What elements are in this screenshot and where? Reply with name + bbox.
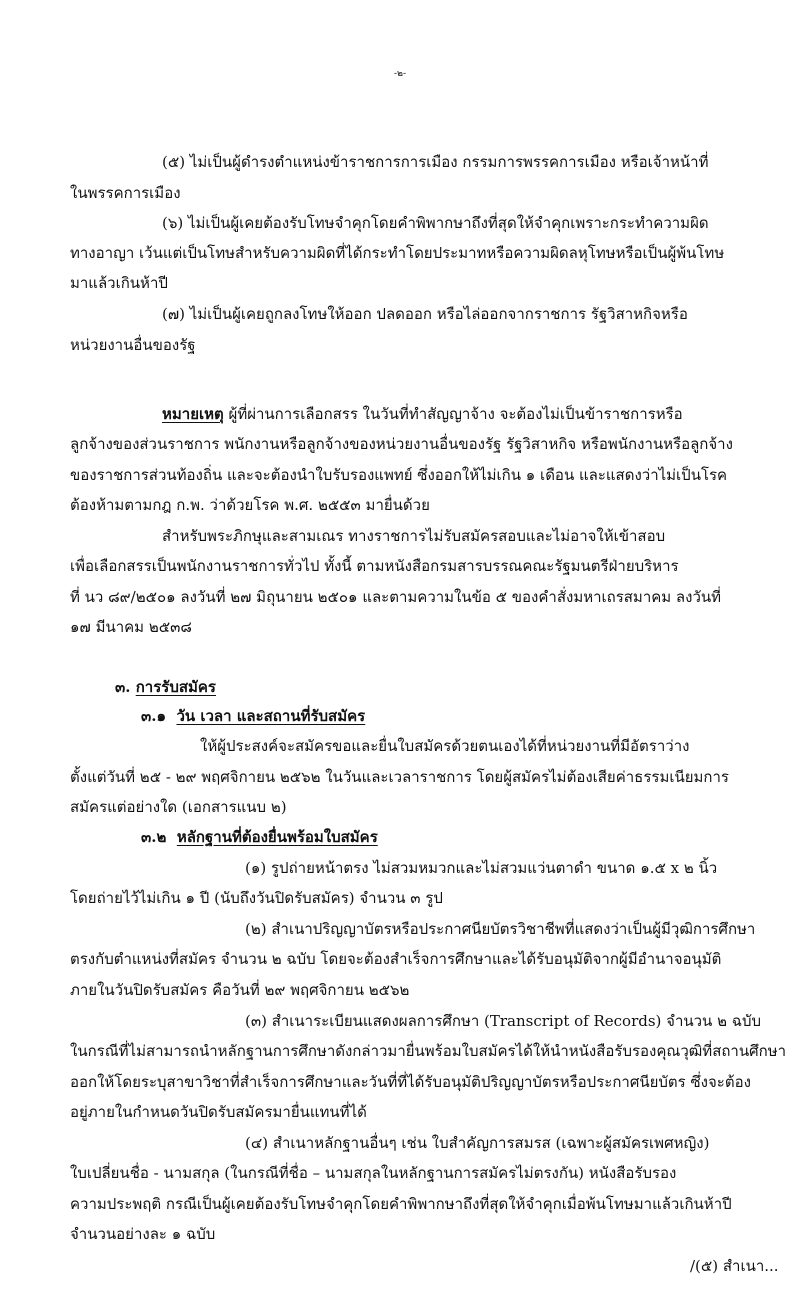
doc-4-line-2: ใบเปลี่ยนชื่อ - นามสกุล (ในกรณีที่ชื่อ – นามสกุลในหลักฐานการสมัครไม่ตรงกัน) หนังสือรับรอง — [70, 1164, 677, 1182]
item-5-line-2: ในพรรคการเมือง — [70, 184, 181, 202]
doc-2-line-2: ตรงกับตำแหน่งที่สมัคร จำนวน ๒ ฉบับ โดยจะต้องสำเร็จการศึกษาและได้รับอนุมัติจากผู้มีอำนาจอนุมัติ — [70, 950, 722, 968]
page-number: -๒- — [393, 69, 406, 79]
continuation-note: /(๕) สำเนา... — [690, 1257, 779, 1275]
item-6-line-3: มาแล้วเกินห้าปี — [70, 274, 168, 292]
monk-line-1: สำหรับพระภิกษุและสามเณร ทางราชการไม่รับสมัครสอบและไม่อาจให้เข้าสอบ — [162, 527, 666, 545]
section-3-title: การรับสมัคร — [135, 678, 216, 696]
note-line-1 — [162, 404, 683, 424]
item-7-line-1: (๗) ไม่เป็นผู้เคยถูกลงโทษให้ออก ปลดออก หรือไล่ออกจากราชการ รัฐวิสาหกิจหรือ — [162, 305, 688, 323]
doc-3-line-3: ออกให้โดยระบุสาขาวิชาที่สำเร็จการศึกษาและวันที่ที่ได้รับอนุมัติปริญญาบัตรหรือประกาศนียบัตร ซึ่งจะต้อง — [70, 1073, 751, 1091]
section-3-1-line-2: ตั้งแต่วันที่ ๒๕ - ๒๙ พฤศจิกายน ๒๕๖๒ ในวันและเวลาราชการ โดยผู้สมัครไม่ต้องเสียค่าธรรมเนียมการ — [70, 768, 729, 786]
note-text: ผู้ที่ผ่านการเลือกสรร ในวันที่ทำสัญญาจ้าง จะต้องไม่เป็นข้าราชการหรือ — [228, 405, 683, 423]
doc-4-line-4: จำนวนอย่างละ ๑ ฉบับ — [70, 1225, 216, 1243]
note-line-2: ลูกจ้างของส่วนราชการ พนักงานหรือลูกจ้างของหน่วยงานอื่นของรัฐ รัฐวิสาหกิจ หรือพนักงานหรือลูกจ้าง — [70, 435, 733, 453]
doc-3-line-4: อยู่ภายในกำหนดวันปิดรับสมัครมายื่นแทนที่ได้ — [70, 1103, 367, 1121]
section-3-2-title: หลักฐานที่ต้องยื่นพร้อมใบสมัคร — [176, 828, 378, 846]
doc-4-line-3: ความประพฤติ กรณีเป็นผู้เคยต้องรับโทษจำคุกโดยคำพิพากษาถึงที่สุดให้จำคุกเมื่อพ้นโทษมาแล้วเกินห้าปี — [70, 1195, 732, 1213]
note-line-4: ต้องห้ามตามกฎ ก.พ. ว่าด้วยโรค พ.ศ. ๒๕๕๓ มายื่นด้วย — [70, 496, 430, 514]
note-line-3: ของราชการส่วนท้องถิ่น และจะต้องนำใบรับรองแพทย์ ซึ่งออกให้ไม่เกิน ๑ เดือน และแสดงว่าไม่เป็นโรค — [70, 466, 728, 484]
section-3-number: ๓. — [115, 678, 131, 696]
doc-1-line-1: (๑) รูปถ่ายหน้าตรง ไม่สวมหมวกและไม่สวมแว่นตาดำ ขนาด ๑.๕ x ๒ นิ้ว — [245, 859, 718, 877]
item-6-line-2: ทางอาญา เว้นแต่เป็นโทษสำหรับความผิดที่ได้กระทำโดยประมาทหรือความผิดลหุโทษหรือเป็นผู้พ้นโทษ — [70, 244, 725, 262]
monk-line-2: เพื่อเลือกสรรเป็นพนักงานราชการทั่วไป ทั้งนี้ ตามหนังสือกรมสารบรรณคณะรัฐมนตรีฝ่ายบริหาร — [70, 557, 679, 575]
monk-line-4: ๑๗ มีนาคม ๒๕๓๘ — [70, 618, 192, 636]
section-3-heading — [115, 677, 216, 697]
doc-3-line-1: (๓) สำเนาระเบียนแสดงผลการศึกษา (Transcript of Records) จำนวน ๒ ฉบับ — [245, 1012, 761, 1030]
section-3-1-line-3: สมัครแต่อย่างใด (เอกสารแนบ ๒) — [70, 798, 287, 816]
note-label: หมายเหตุ — [162, 405, 224, 423]
doc-2-line-1: (๒) สำเนาปริญญาบัตรหรือประกาศนียบัตรวิชาชีพที่แสดงว่าเป็นผู้มีวุฒิการศึกษา — [245, 920, 756, 938]
item-7-line-2: หน่วยงานอื่นของรัฐ — [70, 336, 196, 354]
doc-3-line-2: ในกรณีที่ไม่สามารถนำหลักฐานการศึกษาดังกล่าวมายื่นพร้อมใบสมัครได้ให้นำหนังสือรับรองคุณวุฒิที่สถานศึกษา — [70, 1042, 787, 1060]
section-3-1-heading — [141, 706, 365, 726]
doc-2-line-3: ภายในวันปิดรับสมัคร คือวันที่ ๒๙ พฤศจิกายน ๒๕๖๒ — [70, 981, 410, 999]
monk-line-3: ที่ นว ๘๙/๒๕๐๑ ลงวันที่ ๒๗ มิถุนายน ๒๕๐๑ และตามความในข้อ ๕ ของคำสั่งมหาเถรสมาคม ลงวันที่ — [70, 588, 722, 606]
section-3-1-title: วัน เวลา และสถานที่รับสมัคร — [176, 707, 366, 725]
item-6-line-1: (๖) ไม่เป็นผู้เคยต้องรับโทษจำคุกโดยคำพิพากษาถึงที่สุดให้จำคุกเพราะกระทำความผิด — [162, 214, 709, 232]
doc-1-line-2: โดยถ่ายไว้ไม่เกิน ๑ ปี (นับถึงวันปิดรับสมัคร) จำนวน ๓ รูป — [70, 889, 443, 907]
section-3-2-heading — [141, 827, 378, 847]
section-3-1-line-1: ให้ผู้ประสงค์จะสมัครขอและยื่นใบสมัครด้วยตนเองได้ที่หน่วยงานที่มีอัตราว่าง — [200, 737, 690, 755]
item-5-line-1: (๕) ไม่เป็นผู้ดำรงตำแหน่งข้าราชการการเมือง กรรมการพรรคการเมือง หรือเจ้าหน้าที่ — [162, 153, 709, 171]
doc-4-line-1: (๔) สำเนาหลักฐานอื่นๆ เช่น ใบสำคัญการสมรส (เฉพาะผู้สมัครเพศหญิง) — [245, 1134, 710, 1152]
section-3-2-number: ๓.๒ — [141, 828, 167, 846]
section-3-1-number: ๓.๑ — [141, 707, 166, 725]
